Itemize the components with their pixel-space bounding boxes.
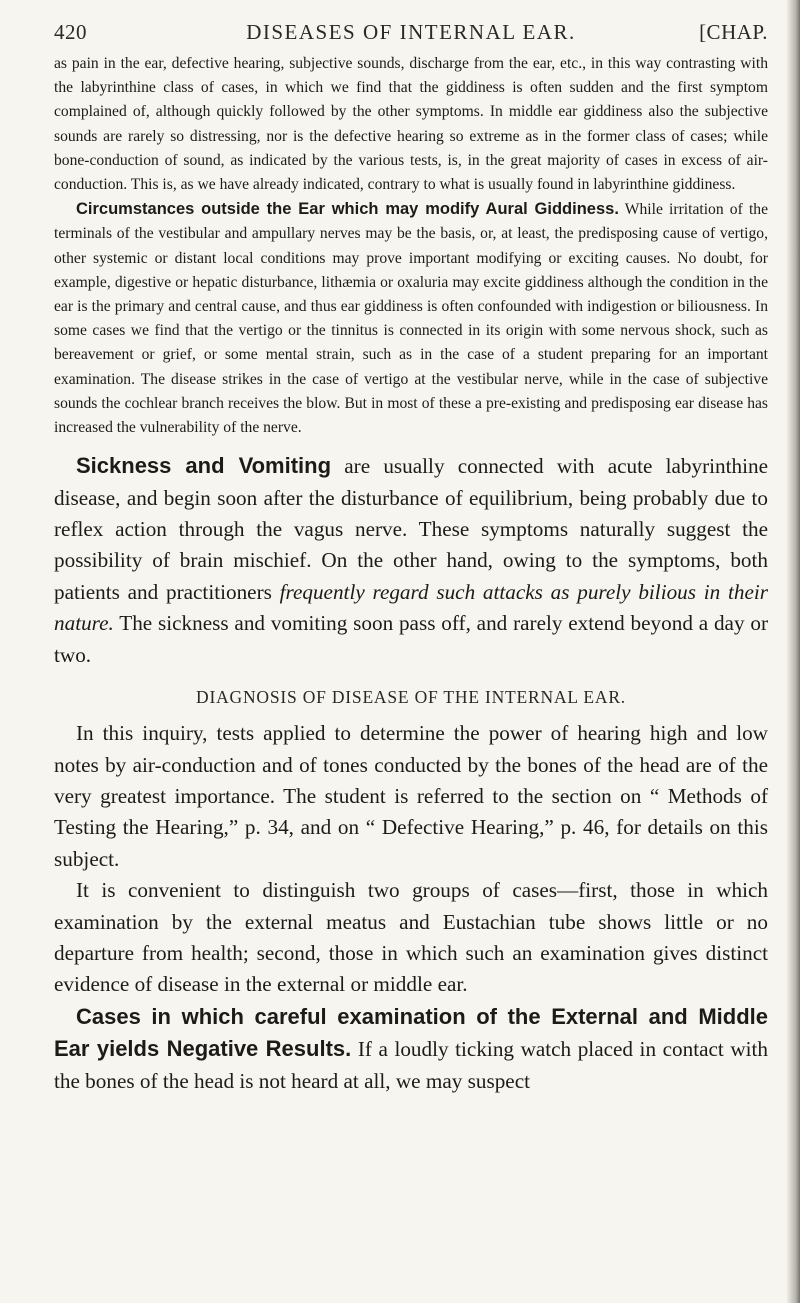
paragraph-circumstances <box>54 197 768 440</box>
sickness-text-1: are usually connected with acute labyrinthine disease, and begin soon after the disturbance of equilibrium, being probably due to reflex action through the vagus nerve. These symptoms naturally suggest the possibility of brain mischief. On the other hand, owing to the symptoms, both patients and practitioners <box>54 454 768 604</box>
section-title: DIAGNOSIS OF DISEASE OF THE INTERNAL EAR. <box>196 687 626 708</box>
paragraph-circumstances-text: While irritation of the terminals of the vestibular and ampullary nerves may be the basis, or, at least, the predisposing cause of vertigo, other systemic or distant local conditions may prove important modifying or exciting causes. No doubt, for example, digestive or hepatic disturbance, lithæmia or oxaluria may excite giddiness although the condition in the ear is the primary and central cause, and thus ear giddiness is often confounded with indigestion or biliousness. In some cases we find that the vertigo or the tinnitus is connected in its origin with some nervous shock, such as bereavement or grief, or some mental strain, such as in the case of a student preparing for an important examination. The disease strikes in the case of vertigo at the vestibular nerve, while in the case of subjective sounds the cochlear branch receives the blow. But in most of these a pre-existing and predisposing ear disease has increased the vulnerability of the nerve. <box>54 201 768 437</box>
heading-negative-results: Cases in which careful examination of the External and Middle Ear yields Negative Results. <box>54 1003 768 1062</box>
running-header <box>54 20 768 52</box>
paragraph-negative-results <box>54 1001 768 1097</box>
paragraph-continuation: as pain in the ear, defective hearing, subjective sounds, discharge from the ear, etc., in this way contrasting with the labyrinthine class of cases, in which we find that the giddiness is often sudden and the first symptom complained of, although quickly followed by the other symptoms. In middle ear giddiness also the subjective sounds are rarely so distressing, nor is the defective hearing so extreme as in the former class of cases; while bone-conduction of sound, as indicated by the various tests, is, in the great majority of cases in excess of air-conduction. This is, as we have already indicated, contrary to what is usually found in labyrinthine giddiness. <box>54 55 768 194</box>
heading-circumstances: Circumstances outside the Ear which may modify Aural Giddiness. <box>76 200 619 219</box>
negative-results-text: If a loudly ticking watch placed in contact with the bones of the head is not heard at all, we may suspect <box>54 1037 768 1093</box>
paragraph-diagnosis: In this inquiry, tests applied to determine the power of hearing high and low notes by air-conduction and of tones conducted by the bones of the head are of the very greatest importance. The student is referred to the section on “ Methods of Testing the Hearing,” p. 34, and on “ Defective Hearing,” p. 46, for details on this subject. <box>54 721 768 871</box>
spacer <box>54 440 768 450</box>
page-number: 420 <box>54 20 87 44</box>
sickness-text-2: The sickness and vomiting soon pass off, and rarely extend beyond a day or two. <box>54 611 768 667</box>
sickness-italic: frequently regard such attacks as purely bilious in their nature. <box>54 579 768 636</box>
page-content <box>54 20 768 1097</box>
paragraph-sickness <box>54 450 768 671</box>
paragraph-groups: It is convenient to distinguish two groups of cases—first, those in which examination by the external meatus and Eustachian tube shows little or no departure from health; second, those in which such an examination gives distinct evidence of disease in the external or middle ear. <box>54 878 768 997</box>
running-title: DISEASES OF INTERNAL EAR. <box>246 20 576 44</box>
chapter-marker: [CHAP. <box>699 20 768 44</box>
page-edge-shadow <box>786 0 800 1303</box>
heading-sickness: Sickness and Vomiting <box>76 453 332 479</box>
